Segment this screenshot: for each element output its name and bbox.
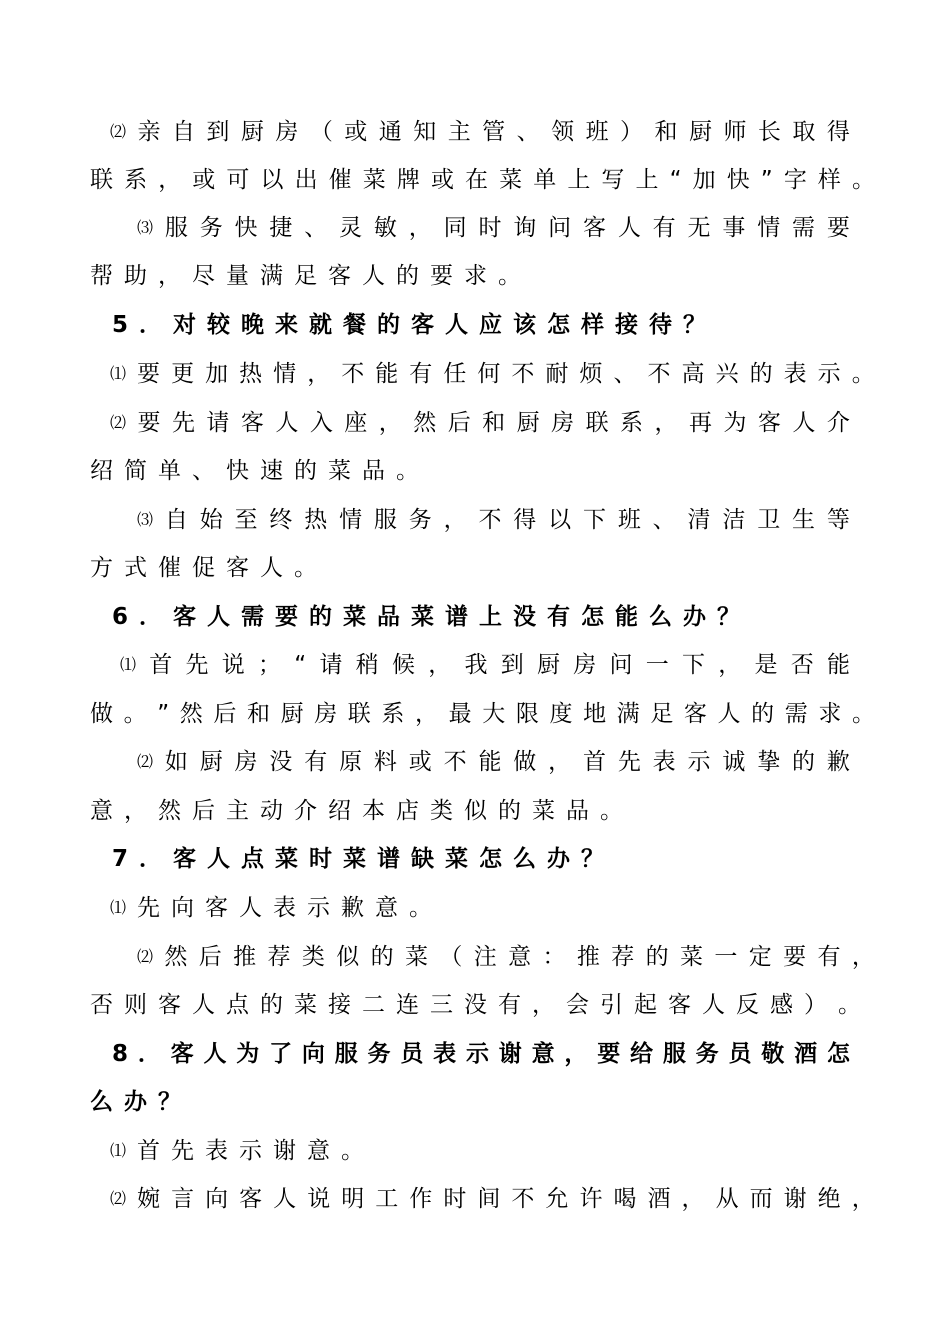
- text-line-22: ⑴ 首 先 表 示 谢 意 。: [110, 1138, 365, 1164]
- question-heading-21: 么 办 ？: [90, 1089, 181, 1115]
- text-line-18: ⑵ 然 后 推 荐 类 似 的 菜 （ 注 意 ： 推 荐 的 菜 一 定 要 有 ，: [137, 944, 875, 970]
- text-line-15: 意 ， 然 后 主 动 介 绍 本 店 类 似 的 菜 品 。: [90, 798, 623, 824]
- text-line-6: ⑴ 要 更 加 热 情 ， 不 能 有 任 何 不 耐 烦 、 不 高 兴 的 表 示 。: [110, 361, 875, 387]
- text-line-23: ⑵ 婉 言 向 客 人 说 明 工 作 时 间 不 允 许 喝 酒 ， 从 而 谢 绝 ，: [110, 1186, 875, 1212]
- text-line-9: ⑶ 自 始 至 终 热 情 服 务 ， 不 得 以 下 班 、 清 洁 卫 生 等: [137, 507, 850, 533]
- text-line-3: ⑶ 服 务 快 捷 、 灵 敏 ， 同 时 询 问 客 人 有 无 事 情 需 要: [137, 215, 850, 241]
- text-line-4: 帮 助 ， 尽 量 满 足 客 人 的 要 求 。: [90, 263, 521, 289]
- text-line-2: 联 系 ， 或 可 以 出 催 菜 牌 或 在 菜 单 上 写 上 “ 加 快 ” 字 样 。: [90, 167, 875, 193]
- text-line-12: ⑴ 首 先 说 ； “ 请 稍 候 ， 我 到 厨 房 问 一 下 ， 是 否 能: [120, 652, 850, 678]
- text-line-13: 做 。 ” 然 后 和 厨 房 联 系 ， 最 大 限 度 地 满 足 客 人 的 需 求 。: [90, 701, 875, 727]
- question-heading-16: 7 ． 客 人 点 菜 时 菜 谱 缺 菜 怎 么 办 ？: [112, 846, 605, 872]
- text-line-8: 绍 简 单 、 快 速 的 菜 品 。: [90, 458, 419, 484]
- text-line-7: ⑵ 要 先 请 客 人 入 座 ， 然 后 和 厨 房 联 系 ， 再 为 客 人 介: [110, 410, 850, 436]
- question-heading-20: 8 ． 客 人 为 了 向 服 务 员 表 示 谢 意 ， 要 给 服 务 员 敬 酒 怎: [112, 1041, 850, 1067]
- text-line-14: ⑵ 如 厨 房 没 有 原 料 或 不 能 做 ， 首 先 表 示 诚 挚 的 歉: [137, 749, 850, 775]
- text-line-17: ⑴ 先 向 客 人 表 示 歉 意 。: [110, 895, 433, 921]
- text-line-19: 否 则 客 人 点 的 菜 接 二 连 三 没 有 ， 会 引 起 客 人 反 感 ） 。: [90, 992, 861, 1018]
- question-heading-11: 6 ． 客 人 需 要 的 菜 品 菜 谱 上 没 有 怎 能 么 办 ？: [112, 604, 741, 630]
- text-line-1: ⑵ 亲 自 到 厨 房 （ 或 通 知 主 管 、 领 班 ） 和 厨 师 长 取 得: [110, 119, 850, 145]
- text-line-10: 方 式 催 促 客 人 。: [90, 555, 317, 581]
- question-heading-5: 5 ． 对 较 晚 来 就 餐 的 客 人 应 该 怎 样 接 待 ？: [112, 312, 707, 338]
